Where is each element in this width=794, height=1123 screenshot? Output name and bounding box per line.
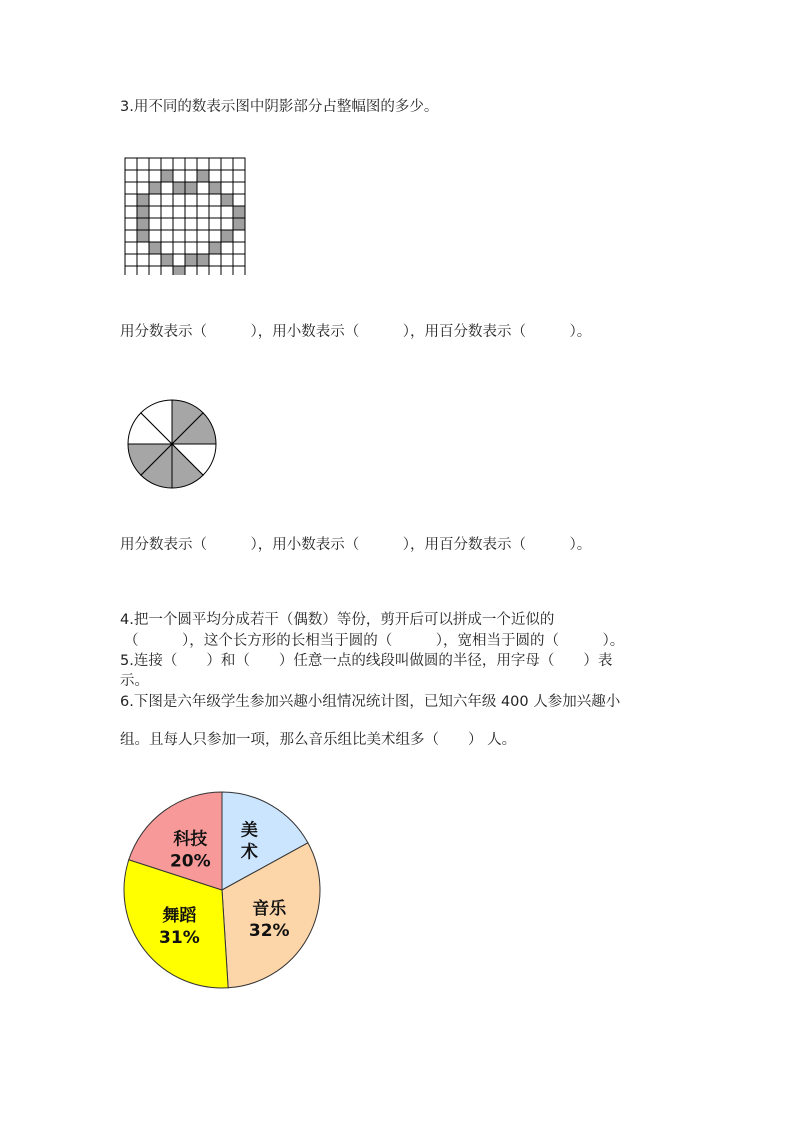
pie-slice-label-2: 舞蹈 (162, 906, 197, 927)
grid-cell-shaded (149, 182, 161, 194)
pie-slice-percent-3: 20% (169, 851, 211, 872)
grid-cell-shaded (173, 182, 185, 194)
grid-cell (161, 158, 173, 170)
grid-cell-shaded (209, 182, 221, 194)
grid-cell-shaded (161, 170, 173, 182)
grid-cell (125, 266, 137, 275)
grid-cell (161, 182, 173, 194)
grid-cell (161, 206, 173, 218)
grid-cell (173, 158, 185, 170)
grid-cell (161, 242, 173, 254)
grid-cell (197, 206, 209, 218)
grid-cell (161, 218, 173, 230)
interest-group-pie-chart (122, 790, 324, 992)
grid-cell (221, 266, 233, 275)
grid-cell (209, 194, 221, 206)
grid-cell (209, 170, 221, 182)
grid-cell-shaded (137, 194, 149, 206)
pie-slice-percent-2: 31% (159, 928, 200, 949)
grid-cell-shaded (209, 242, 221, 254)
grid-cell (173, 230, 185, 242)
grid-cell (185, 206, 197, 218)
grid-cell (197, 218, 209, 230)
grid-cell (173, 170, 185, 182)
grid-cell (137, 266, 149, 275)
grid-cell (137, 158, 149, 170)
grid-cell (197, 242, 209, 254)
grid-cell (137, 242, 149, 254)
grid-cell (125, 230, 137, 242)
grid-cell (161, 266, 173, 275)
grid-cell (185, 158, 197, 170)
grid-cell (137, 182, 149, 194)
grid-cell (149, 206, 161, 218)
grid-cell (209, 158, 221, 170)
grid-cell (185, 266, 197, 275)
grid-cell (185, 194, 197, 206)
grid-cell (233, 230, 245, 242)
question-5-line-2: 示。 (120, 673, 149, 689)
grid-cell (149, 158, 161, 170)
grid-cell (233, 194, 245, 206)
grid-cell-shaded (221, 230, 233, 242)
question-6-line-1: 6.下图是六年级学生参加兴趣小组情况统计图，已知六年级 400 人参加兴趣小 (120, 694, 621, 710)
grid-cell (197, 266, 209, 275)
shaded-grid-figure (124, 157, 248, 275)
grid-cell (233, 170, 245, 182)
grid-cell (149, 254, 161, 266)
grid-cell (221, 170, 233, 182)
grid-cell-shaded (137, 230, 149, 242)
grid-cell (125, 206, 137, 218)
grid-cell-shaded (185, 182, 197, 194)
grid-cell-shaded (233, 218, 245, 230)
grid-cell (125, 242, 137, 254)
grid-cell (221, 206, 233, 218)
grid-cell (125, 182, 137, 194)
grid-cell (233, 158, 245, 170)
grid-cell-shaded (161, 254, 173, 266)
grid-cell (221, 242, 233, 254)
grid-cell (173, 242, 185, 254)
grid-cell-shaded (137, 218, 149, 230)
grid-cell (173, 254, 185, 266)
grid-cell-shaded (197, 170, 209, 182)
grid-cell (149, 194, 161, 206)
answer-blanks-circle: 用分数表示（ ），用小数表示（ ），用百分数表示（ ）。 (120, 537, 592, 553)
grid-cell (233, 242, 245, 254)
grid-cell (209, 218, 221, 230)
grid-cell (137, 170, 149, 182)
grid-cell (209, 254, 221, 266)
grid-cell (209, 206, 221, 218)
shaded-circle-figure (126, 398, 218, 490)
question-6-line-2: 组。且每人只参加一项，那么音乐组比美术组多（ ） 人。 (120, 732, 517, 748)
grid-cell (233, 182, 245, 194)
grid-cell-shaded (137, 206, 149, 218)
grid-cell (173, 206, 185, 218)
grid-cell (209, 266, 221, 275)
grid-cell (197, 182, 209, 194)
grid-cell (173, 194, 185, 206)
grid-cell (185, 230, 197, 242)
grid-cell-shaded (149, 242, 161, 254)
grid-cell (209, 230, 221, 242)
grid-cell (185, 218, 197, 230)
grid-cell (149, 230, 161, 242)
grid-cell (185, 242, 197, 254)
grid-cell (233, 254, 245, 266)
answer-blanks-grid: 用分数表示（ ），用小数表示（ ），用百分数表示（ ）。 (120, 324, 592, 340)
grid-cell (197, 230, 209, 242)
grid-cell (221, 158, 233, 170)
grid-cell (125, 194, 137, 206)
grid-cell (125, 170, 137, 182)
grid-cell (161, 230, 173, 242)
grid-cell (221, 254, 233, 266)
grid-cell (125, 218, 137, 230)
grid-cell (197, 158, 209, 170)
grid-cell-shaded (197, 254, 209, 266)
grid-cell (221, 182, 233, 194)
grid-cell (173, 218, 185, 230)
grid-cell (233, 266, 245, 275)
grid-cell-shaded (221, 194, 233, 206)
grid-cell (149, 218, 161, 230)
pie-slice-percent-1: 32% (248, 920, 290, 941)
pie-slice-label-0-part-2: 术 (240, 842, 258, 863)
pie-slice-label-0: 美 (240, 820, 258, 841)
grid-cell (137, 254, 149, 266)
grid-cell (125, 254, 137, 266)
grid-cell-shaded (185, 254, 197, 266)
question-4-line-1: 4.把一个圆平均分成若干（偶数）等份，剪开后可以拼成一个近似的 (120, 612, 555, 628)
question-4-line-2: （ ），这个长方形的长相当于圆的（ ），宽相当于圆的（ ）。 (124, 633, 625, 649)
grid-cell-shaded (173, 266, 185, 275)
grid-cell (185, 170, 197, 182)
grid-cell (221, 218, 233, 230)
grid-cell (149, 266, 161, 275)
grid-cell (161, 194, 173, 206)
question-5-line-1: 5.连接（ ）和（ ）任意一点的线段叫做圆的半径，用字母（ ）表 (120, 653, 613, 669)
grid-cell (149, 170, 161, 182)
pie-slice-label-3: 科技 (173, 829, 208, 850)
question-3-title: 3.用不同的数表示图中阴影部分占整幅图的多少。 (120, 99, 439, 115)
grid-cell (197, 194, 209, 206)
grid-cell (125, 158, 137, 170)
grid-cell-shaded (233, 206, 245, 218)
pie-slice-label-1: 音乐 (252, 898, 287, 919)
